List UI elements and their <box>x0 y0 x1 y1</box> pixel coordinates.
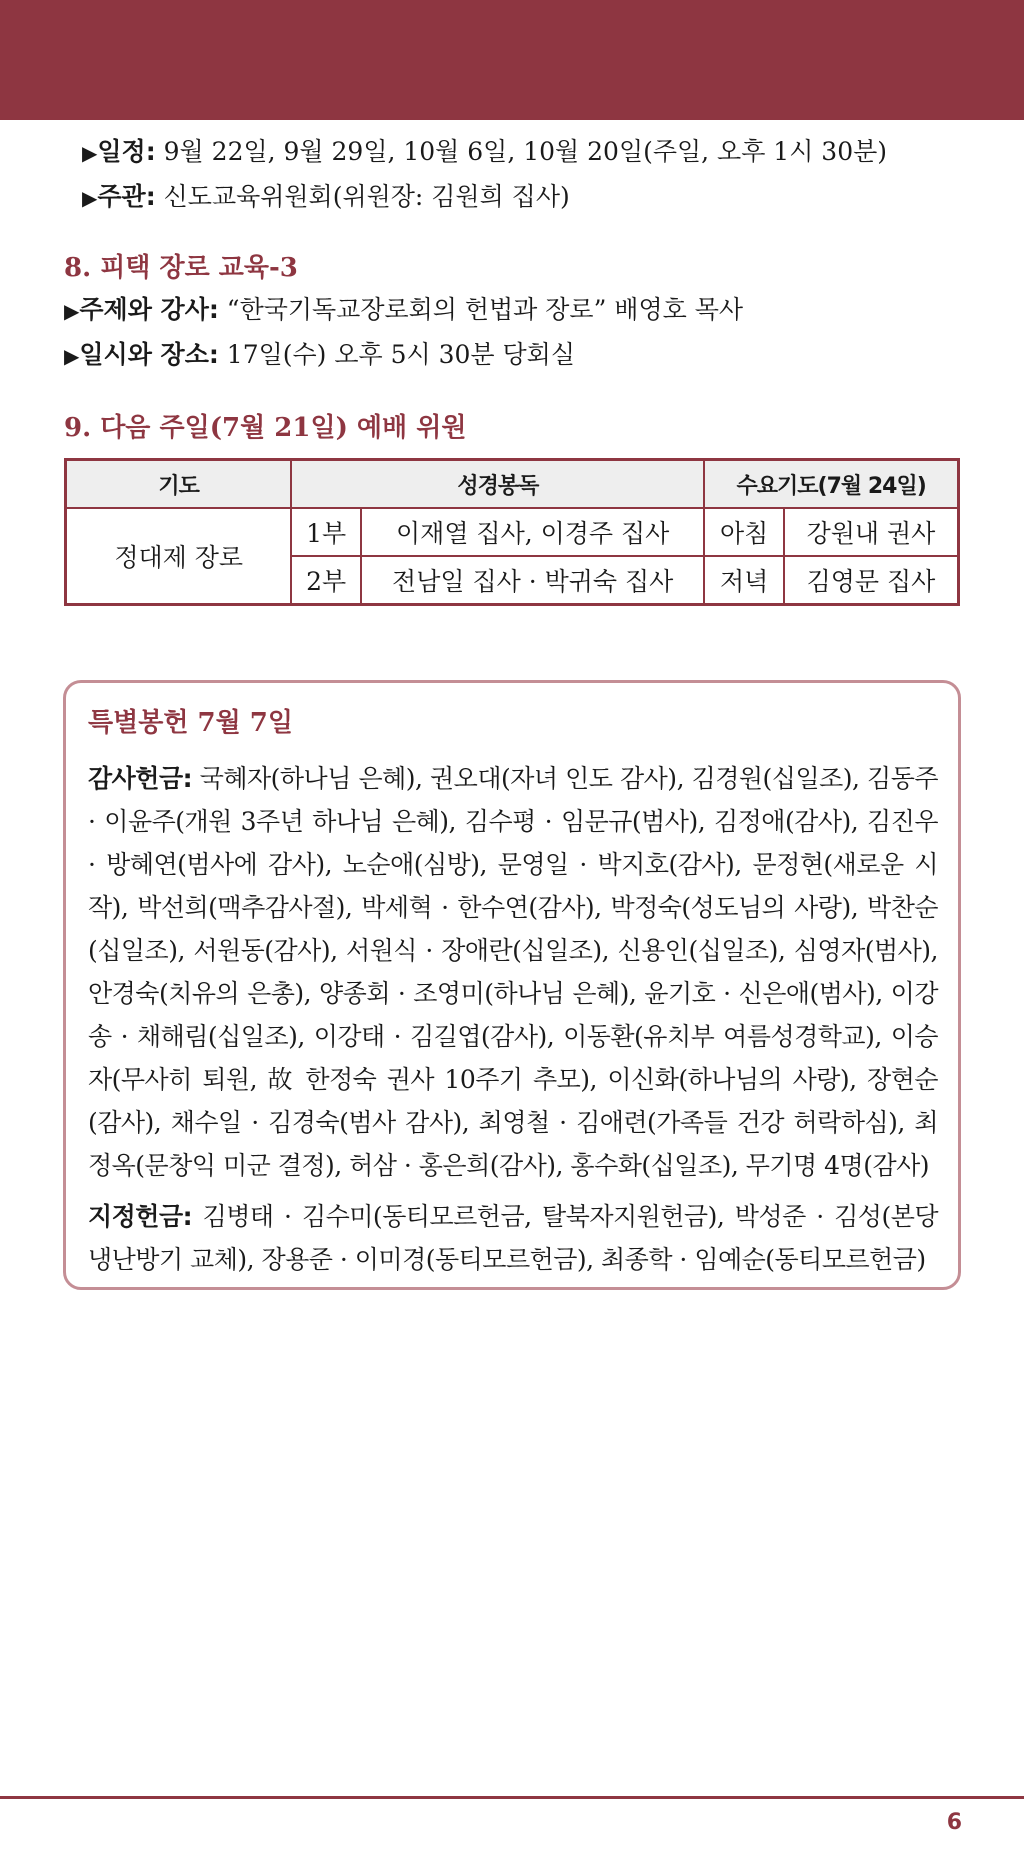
triangle-bullet-icon: ▶ <box>82 186 98 210</box>
time-place-label: 일시와 장소: <box>79 340 219 369</box>
header-reading: 성경봉독 <box>291 460 704 509</box>
readers-cell: 전남일 집사 · 박귀숙 집사 <box>361 556 704 605</box>
designated-offering-text: 김병태 · 김수미(동티모르헌금, 탈북자지원헌금), 박성준 · 김성(본당 냉난방기 교체), 장용준 · 이미경(동티모르헌금), 최종학 · 임예순(동티모르헌금) <box>88 1202 938 1274</box>
leader-cell: 김영문 집사 <box>784 556 959 605</box>
topic-text: “한국기독교장로회의 헌법과 장로” 배영호 목사 <box>226 295 743 324</box>
section-9-title: 9. 다음 주일(7월 21일) 예배 위원 <box>64 413 467 443</box>
header-wed-prayer: 수요기도(7월 24일) <box>704 460 958 509</box>
designated-offering-label: 지정헌금: <box>88 1202 193 1231</box>
thanks-offering-text: 국혜자(하나님 은혜), 권오대(자녀 인도 감사), 김경원(십일조), 김동주 · 이윤주(개원 3주년 하나님 은혜), 김수평 · 임문규(범사), 김정애(감사), 김진우 · 방혜연(범사에 감사), 노순애(심방), 문영일 · 박지호(감사), 문정현(새로운 시작), 박선희(맥추감사절), 박세혁 · 한수연(감사), 박정숙(성도님의 사랑), 박찬순(십일조), 서원동(감사), 서원식 · 장애란(십일조), 신용인(십일조), 심영자(범사), 안경숙(치유의 은총), 양종회 · 조영미(하나님 은혜), 윤기호 · 신은애(범사), 이강송 · 채해림(십일조), 이강태 · 김길엽(감사), 이동환(유치부 여름성경학교), 이승자(무사히 퇴원, 故 한정숙 권사 10주기 추모), 이신화(하나님의 사랑), 장현순(감사), 채수일 · 김경숙(범사 감사), 최영철 · 김애련(가족들 건강 허락하심), 최정옥(문창익 미군 결정), 허삼 · 홍은희(감사), 홍수화(십일조), 무기명 4명(감사) <box>88 764 938 1180</box>
host-line <box>64 175 960 220</box>
prayer-person: 정대제 장로 <box>66 508 292 605</box>
thanks-offering-paragraph <box>88 757 938 1187</box>
time-place-line <box>64 333 960 378</box>
schedule-text: 9월 22일, 9월 29일, 10월 6일, 10월 20일(주일, 오후 1시 30분) <box>163 137 888 166</box>
readers-cell: 이재열 집사, 이경주 집사 <box>361 508 704 556</box>
schedule-line <box>64 130 960 175</box>
main-content <box>64 130 960 606</box>
offering-title: 특별봉헌 7월 7일 <box>88 708 293 738</box>
thanks-offering-label: 감사헌금: <box>88 764 193 793</box>
host-text: 신도교육위원회(위원장: 김원희 집사) <box>163 182 570 211</box>
topic-label: 주제와 강사: <box>79 295 219 324</box>
leader-cell: 강원내 권사 <box>784 508 959 556</box>
table-header-row <box>66 460 959 509</box>
section-8-title: 8. 피택 장로 교육-3 <box>64 253 298 283</box>
host-label: 주관: <box>97 182 156 211</box>
time-place-text: 17일(수) 오후 5시 30분 당회실 <box>226 340 575 369</box>
service-cell: 1부 <box>291 508 361 556</box>
designated-offering-paragraph <box>88 1195 938 1281</box>
service-cell: 2부 <box>291 556 361 605</box>
special-offering-box <box>63 680 961 1290</box>
footer-divider <box>0 1796 1024 1799</box>
page-number: 6 <box>946 1810 962 1835</box>
worship-duty-table <box>64 458 960 606</box>
header-prayer: 기도 <box>66 460 292 509</box>
time-cell: 아침 <box>704 508 784 556</box>
topic-line <box>64 288 960 333</box>
triangle-bullet-icon: ▶ <box>64 299 80 323</box>
schedule-label: 일정: <box>97 137 156 166</box>
triangle-bullet-icon: ▶ <box>64 344 80 368</box>
time-cell: 저녁 <box>704 556 784 605</box>
table-row <box>66 508 959 556</box>
top-header-band <box>0 0 1024 120</box>
triangle-bullet-icon: ▶ <box>82 141 98 165</box>
